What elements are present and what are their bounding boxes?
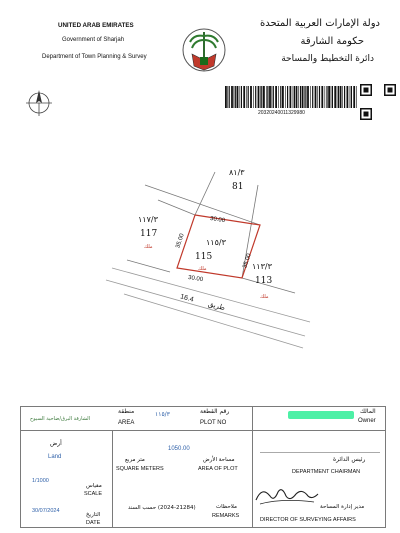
dimension-bottom: 30.00: [187, 274, 204, 284]
mid-col-divider: [112, 430, 113, 527]
plot-117-number: 117: [140, 229, 158, 239]
dept-chairman-ar: رئيس الدائرة: [333, 456, 366, 463]
header-en-government: Government of Sharjah: [62, 37, 125, 43]
plot-no-label-en: PLOT NO: [200, 420, 227, 426]
right-col-divider: [252, 430, 253, 527]
plot-115-owner: ملك: [198, 266, 207, 272]
unit-en: SQUARE METERS: [116, 466, 164, 472]
area-of-plot-en: AREA OF PLOT: [198, 466, 238, 472]
land-type-en: Land: [48, 454, 62, 460]
owner-name-redacted: [288, 411, 354, 419]
director-en: DIRECTOR OF SURVEYING AFFAIRS: [260, 517, 356, 523]
plot-117-owner: ملك: [144, 244, 153, 250]
owner-label-en: Owner: [358, 418, 376, 424]
header-ar-country: دولة الإمارات العربية المتحدة: [259, 18, 380, 29]
date-label-ar: التاريخ: [86, 512, 101, 518]
row1-divider: [20, 430, 386, 431]
plot-no-label-ar: رقم القطعة: [200, 408, 230, 415]
barcode-number: 20320240011329980: [258, 110, 305, 116]
document-page: [20, 10, 386, 528]
unit-ar: متر مربع: [125, 457, 145, 463]
scale-label-en: SCALE: [84, 491, 103, 497]
date-value: 30/07/2024: [32, 508, 60, 514]
road-label: طريق: [207, 299, 226, 313]
date-label-en: DATE: [86, 520, 101, 526]
table-top-border: [20, 406, 386, 407]
header-ar-government: حكومة الشارقة: [300, 36, 364, 47]
plot-115-number: 115: [195, 252, 213, 262]
area-value: الشارقة البرق/ضاحية السيوح: [30, 416, 91, 422]
header-en-country: UNITED ARAB EMIRATES: [58, 22, 134, 29]
plot-115-ar-number: ١١٥/٣: [206, 238, 226, 247]
plot-113-owner: ملك: [260, 294, 269, 300]
owner-col-divider: [252, 406, 253, 430]
road-width: 16.4: [179, 293, 195, 304]
dimension-left: 35.00: [175, 232, 186, 250]
plot-81-number: 81: [232, 182, 244, 192]
owner-label-ar: المالك: [360, 408, 376, 415]
area-label-ar: منطقة: [118, 408, 135, 415]
plot-map: [20, 10, 386, 410]
director-ar: مدير إدارة المساحة: [320, 504, 365, 510]
remarks-label-en: REMARKS: [212, 513, 240, 519]
dimension-top: 30.00: [209, 215, 226, 225]
table-left-border: [20, 406, 21, 528]
dimension-right: 35.00: [242, 252, 253, 270]
plot-81-ar-number: ٨١/٣: [229, 168, 245, 177]
remarks-label-ar: ملاحظات: [216, 504, 237, 510]
header-en-department: Department of Town Planning & Survey: [42, 54, 147, 60]
area-label-en: AREA: [118, 420, 135, 426]
dept-chairman-en: DEPARTMENT CHAIRMAN: [292, 469, 361, 475]
remarks-value: (2024-21284) حسب السند: [128, 505, 196, 511]
scale-label-ar: مقياس: [86, 483, 102, 489]
table-bottom-border: [20, 527, 386, 528]
plot-113-number: 113: [255, 276, 273, 286]
chairman-sign-line: [260, 452, 380, 453]
plot-no-value: ١١٥/٣: [155, 411, 170, 418]
scale-value: 1/1000: [32, 478, 49, 484]
header-ar-department: دائرة التخطيط والمساحة: [281, 54, 374, 64]
director-signature: [252, 482, 322, 508]
land-type-ar: أرض: [50, 440, 62, 447]
table-right-border: [385, 406, 386, 528]
area-of-plot-value: 1050.00: [168, 446, 190, 452]
plot-113-ar-number: ١١٣/٣: [252, 262, 272, 271]
area-of-plot-ar: مساحة الأرض: [203, 457, 235, 463]
plot-117-ar-number: ١١٧/٣: [138, 215, 158, 224]
